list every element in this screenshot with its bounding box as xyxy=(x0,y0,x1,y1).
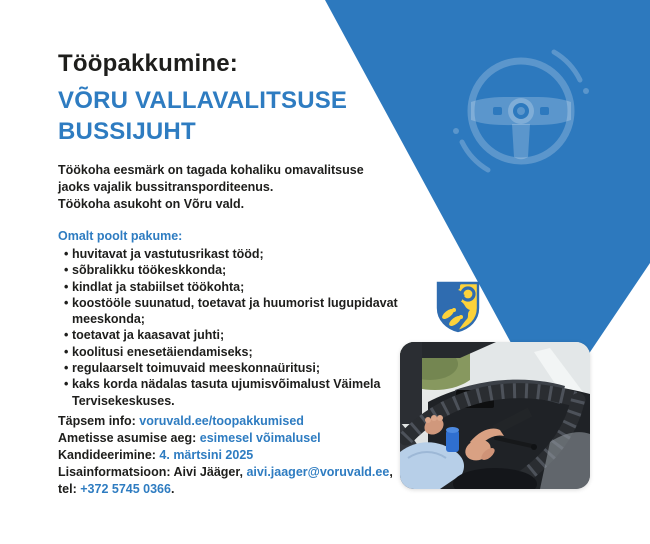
bullet-text xyxy=(72,279,244,295)
contact-label: , xyxy=(389,465,393,479)
text-line: toetavat ja kaasavat juhti; xyxy=(72,328,225,343)
bullet-marker: • xyxy=(64,361,69,376)
bullet-text xyxy=(72,376,380,409)
offer-heading: Omalt poolt pakume: xyxy=(58,229,183,243)
text-line: meeskonda; xyxy=(72,312,145,327)
contact-line xyxy=(58,447,418,464)
contact-label: Ametisse asumise aeg: xyxy=(58,431,200,445)
offer-bullet-item xyxy=(58,279,453,295)
contact-label: tel: xyxy=(58,482,81,496)
bullet-text xyxy=(72,262,226,278)
offer-bullet-item xyxy=(58,262,453,278)
text-line: kaks korda nädalas tasuta ujumisvõimalust Väimela xyxy=(72,377,381,392)
bullet-marker: • xyxy=(64,295,69,310)
text-line: Töökoha asukoht on Võru vald. xyxy=(58,197,245,211)
text-line: huvitavat ja vastutusrikast tööd; xyxy=(72,247,264,261)
text-line: sõbralikku töökeskkonda; xyxy=(72,263,227,278)
contact-line xyxy=(58,430,418,447)
text-line: koolitusi enesetäiendamiseks; xyxy=(72,344,253,359)
offer-bullet-item xyxy=(58,344,453,360)
bullet-marker: • xyxy=(64,377,69,392)
text-line: BUSSIJUHT xyxy=(58,118,196,145)
job-title-blue xyxy=(58,85,347,147)
text-line: Töökoha eesmärk on tagada kohaliku omavalitsuse xyxy=(58,163,364,177)
contact-label: Lisainformatsioon: Aivi Jääger, xyxy=(58,465,247,479)
text-line: koostööle suunatud, toetavat ja huumorist lugupidavat xyxy=(72,295,398,310)
contact-value: esimesel võimalusel xyxy=(199,431,321,445)
offer-bullet-item xyxy=(58,295,453,328)
offer-bullet-item xyxy=(58,327,453,343)
poster-title: Tööpakkumine: xyxy=(58,50,238,77)
text-line: regulaarselt toimuvaid meeskonnaüritusi; xyxy=(72,361,320,376)
contact-label: Täpsem info: xyxy=(58,414,140,428)
bullet-text xyxy=(72,360,320,376)
offer-bullet-item xyxy=(58,246,453,262)
contact-email-link[interactable]: aivi.jaager@voruvald.ee xyxy=(246,465,390,479)
bullet-text xyxy=(72,327,224,343)
steering-wheel-icon xyxy=(446,36,596,186)
contact-info xyxy=(58,413,418,498)
contact-line xyxy=(58,464,418,481)
contact-value: 4. märtsini 2025 xyxy=(159,448,254,462)
bullet-marker: • xyxy=(64,328,69,343)
contact-phone-link[interactable]: +372 5745 0366 xyxy=(80,482,171,496)
contact-line xyxy=(58,481,418,498)
bullet-text xyxy=(72,344,253,360)
offer-bullet-item xyxy=(58,376,453,409)
job-description xyxy=(58,162,364,213)
bullet-text xyxy=(72,246,264,262)
offer-bullet-list xyxy=(58,246,453,409)
bullet-text xyxy=(72,295,398,328)
contact-label: Kandideerimine: xyxy=(58,448,160,462)
contact-label: . xyxy=(170,482,175,496)
text-line: VÕRU VALLAVALITSUSE xyxy=(58,87,348,114)
contact-line xyxy=(58,413,418,430)
text-line: Tervisekeskuses. xyxy=(72,393,175,408)
text-line: jaoks vajalik bussitransporditeenus. xyxy=(58,180,274,194)
bullet-marker: • xyxy=(64,247,69,261)
bullet-marker: • xyxy=(64,263,69,278)
job-listings-link[interactable]: voruvald.ee/toopakkumised xyxy=(139,414,304,428)
bullet-marker: • xyxy=(64,279,69,294)
bullet-marker: • xyxy=(64,344,69,359)
offer-bullet-item xyxy=(58,360,453,376)
text-line: kindlat ja stabiilset töökohta; xyxy=(72,279,245,294)
